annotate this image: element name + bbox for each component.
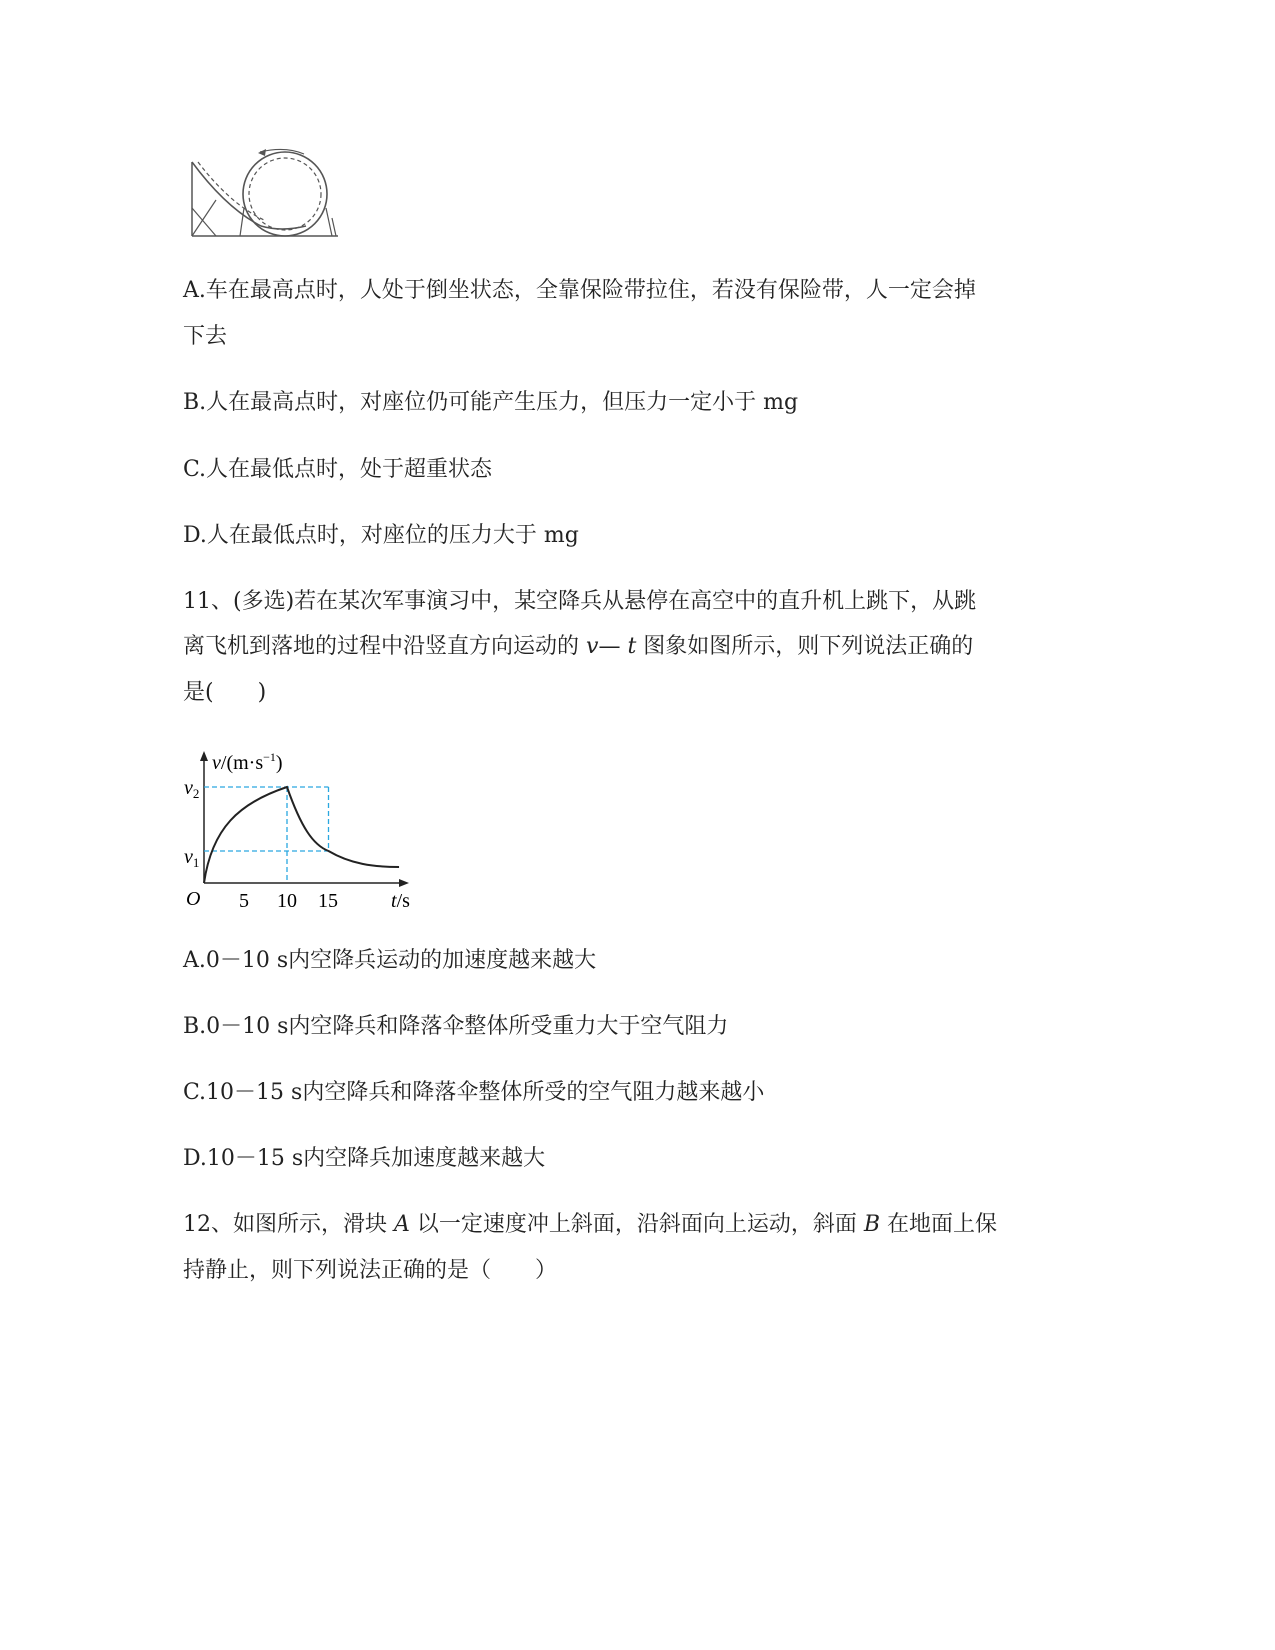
v2-sub: 2 [192,786,200,801]
v2-label [184,777,199,801]
q10-option-a-line1: A.车在最高点时，人处于倒坐状态，全靠保险带拉住，若没有保险带，人一定会掉 [183,278,976,303]
v1-sub: 1 [192,855,200,870]
q12-stem-text: 12、如图所示，滑块 [183,1212,394,1237]
tick-label-10: 10 [277,890,297,912]
q11-option-d: D.10－15 s内空降兵加速度越来越大 [183,1146,546,1171]
vt-graph [180,745,420,915]
q11-option-c: C.10－15 s内空降兵和降落伞整体所受的空气阻力越来越小 [183,1080,765,1105]
q11-stem-line2 [183,632,973,662]
q11-stem-text-end: 图象如图所示，则下列说法正确的 [636,634,974,659]
q12-var-a: A [394,1212,410,1237]
roller-coaster-figure [186,148,346,240]
x-axis-unit: /s [396,890,410,912]
q11-stem-line3: 是( ) [183,680,267,705]
x-axis-arrow [399,879,409,887]
q11-stem-var-v: v [586,634,599,659]
q12-stem-line2: 持静止，则下列说法正确的是（ ） [183,1258,558,1283]
y-axis-var: v [212,752,221,774]
tick-label-15: 15 [318,890,338,912]
q10-option-b: B.人在最高点时，对座位仍可能产生压力，但压力一定小于 mg [183,390,799,415]
y-axis-arrow [200,751,208,761]
q10-option-a-line2: 下去 [183,324,228,349]
vt-curve [204,787,399,883]
origin-label: O [186,888,201,910]
v1-var: v [184,846,193,868]
q11-stem-dash: — [598,634,628,659]
y-axis-close: ) [275,752,283,774]
q12-stem-text-end: 在地面上保 [880,1212,998,1237]
q12-var-b: B [863,1212,881,1237]
q11-option-b: B.0－10 s内空降兵和降落伞整体所受重力大于空气阻力 [183,1014,729,1039]
q11-option-a: A.0－10 s内空降兵运动的加速度越来越大 [183,948,597,973]
q10-option-c: C.人在最低点时，处于超重状态 [183,457,493,482]
q10-option-d: D.人在最低点时，对座位的压力大于 mg [183,523,579,548]
x-axis-var: t [391,890,397,912]
q11-stem-line1: 11、(多选)若在某次军事演习中，某空降兵从悬停在高空中的直升机上跳下，从跳 [183,589,977,614]
x-axis-label [391,890,410,912]
q12-stem-text-mid: 以一定速度冲上斜面，沿斜面向上运动，斜面 [409,1212,864,1237]
tick-label-5: 5 [239,890,249,912]
v2-var: v [184,777,193,799]
y-axis-exp: −1 [263,750,276,764]
y-axis-label [212,750,283,774]
y-axis-unit: /(m·s [220,752,264,774]
q11-stem-text: 离飞机到落地的过程中沿竖直方向运动的 [183,634,586,659]
q12-stem-line1 [183,1210,997,1240]
v1-label [184,846,199,870]
q11-stem-var-t: t [627,634,637,659]
